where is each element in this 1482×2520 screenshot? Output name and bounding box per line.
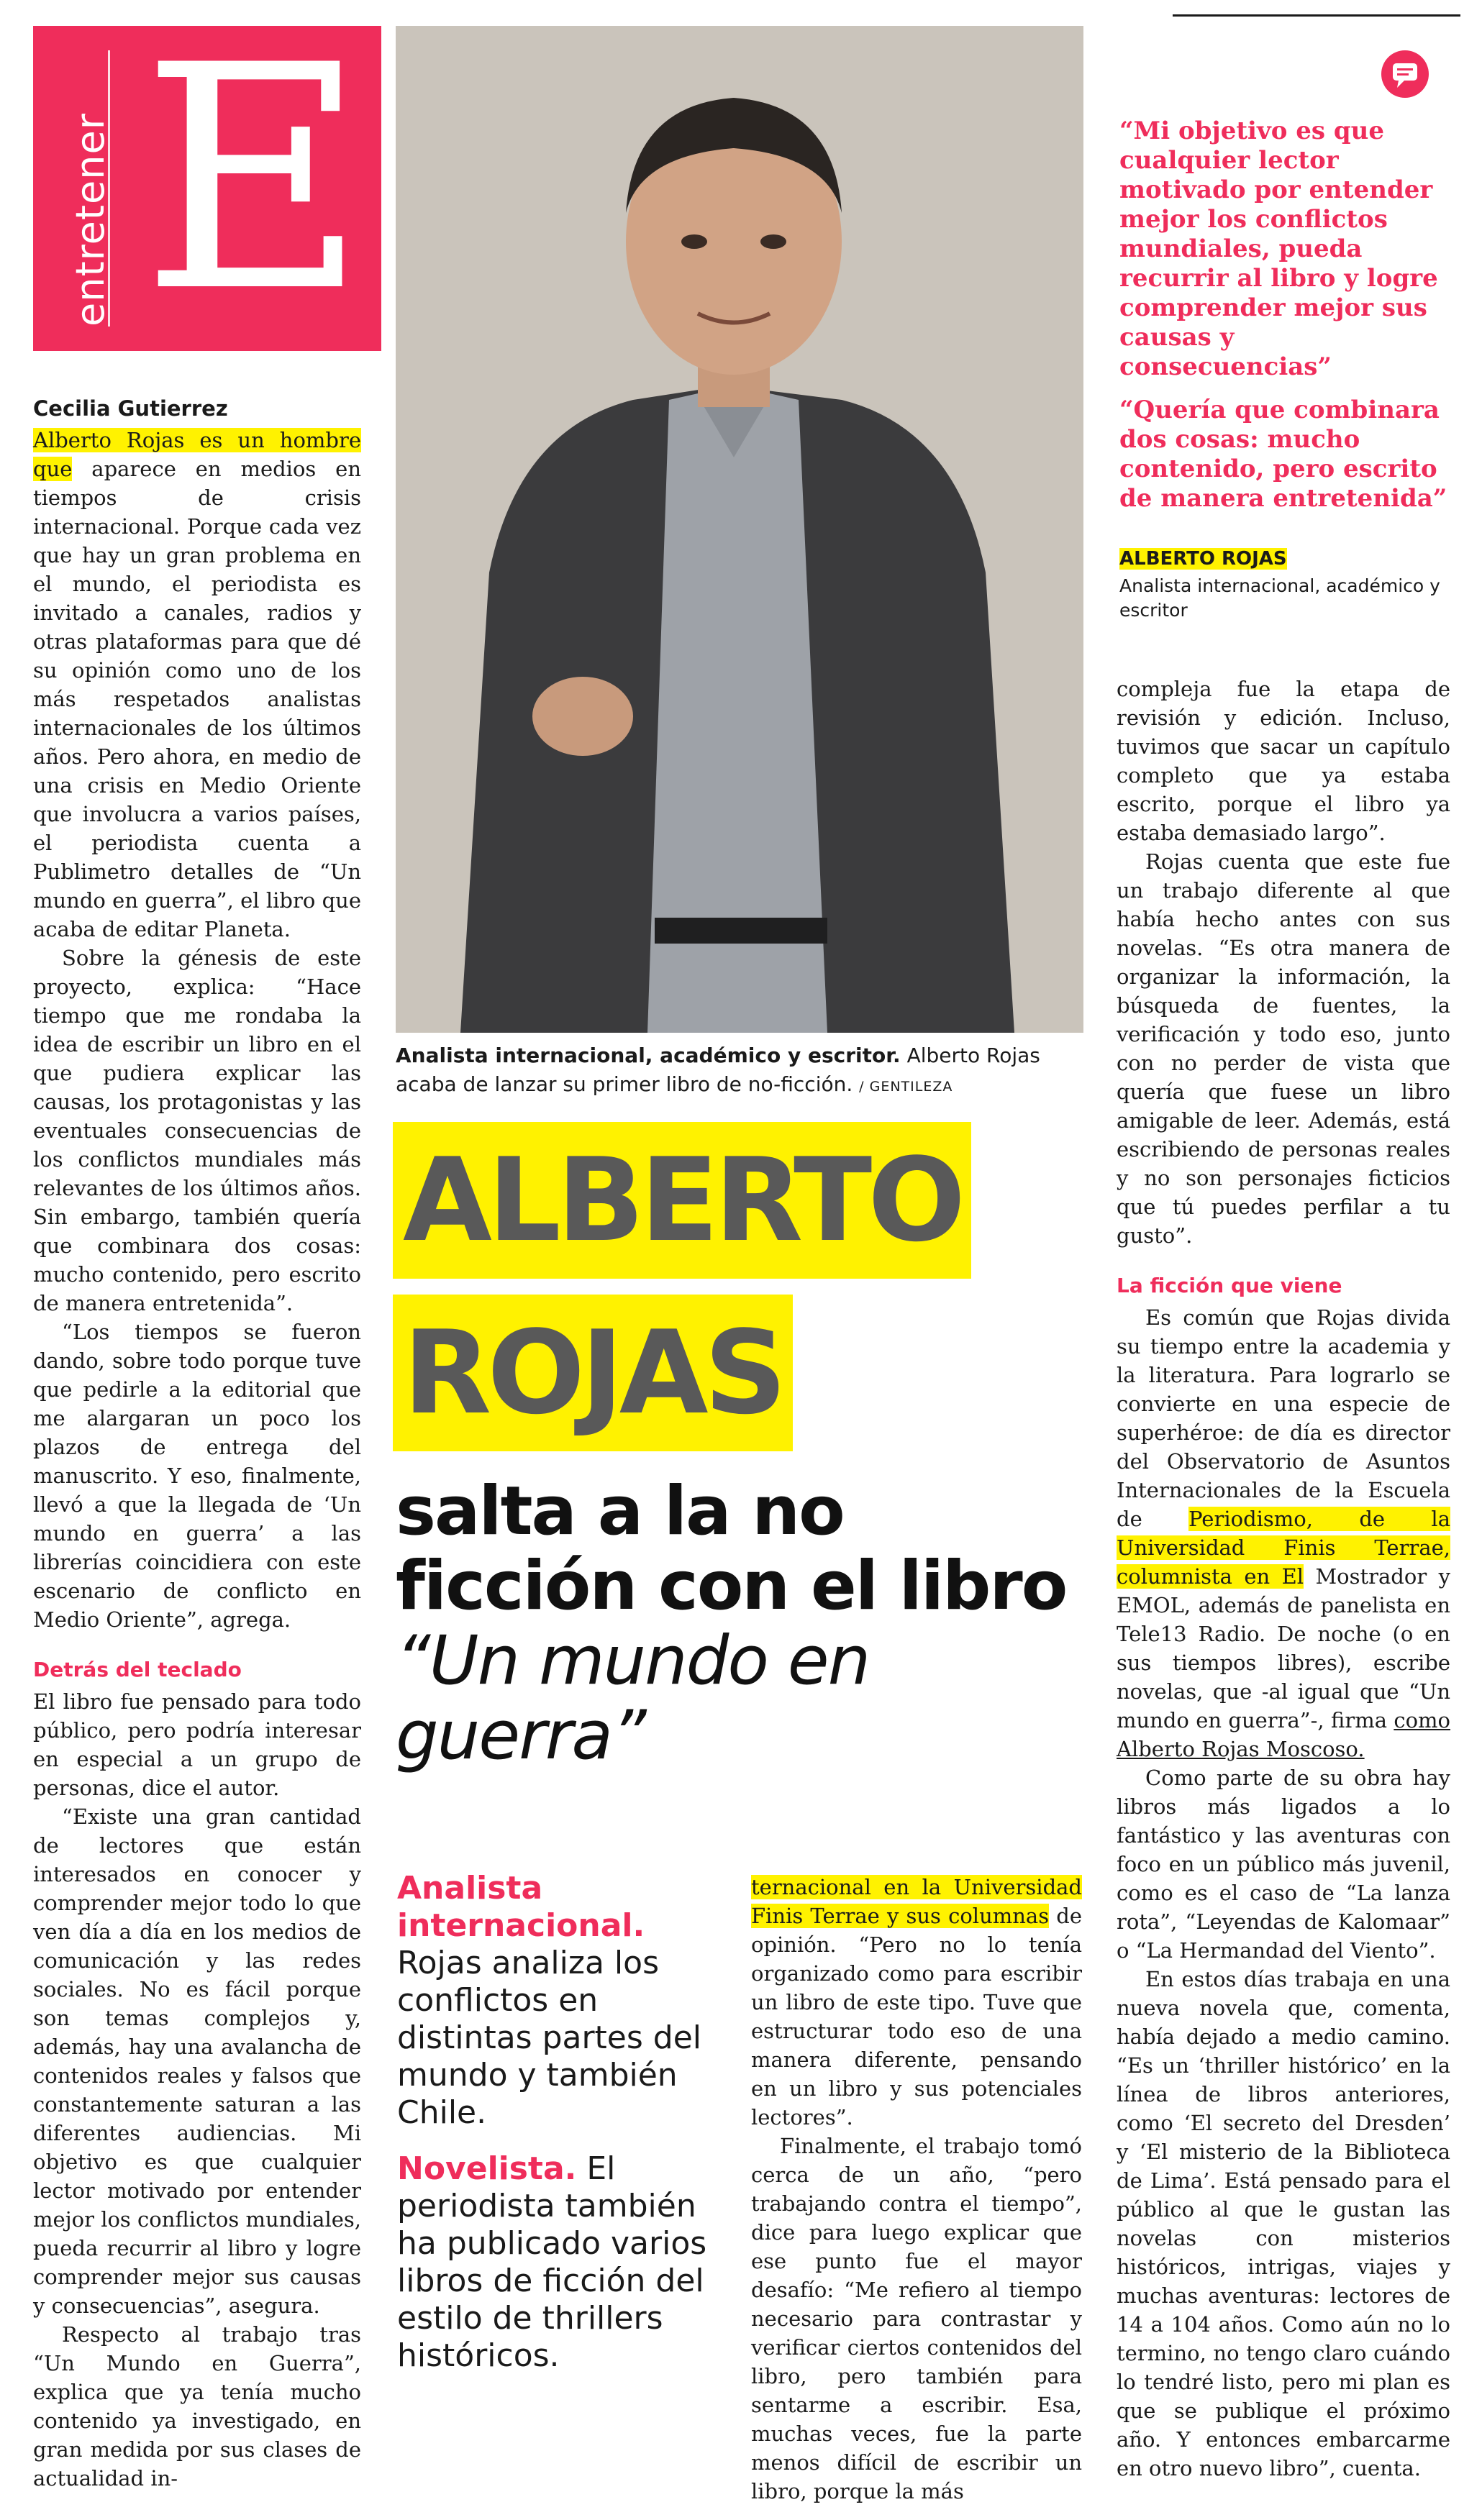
paragraph: Rojas cuenta que este fue un trabajo diferente al que había hecho antes con sus novelas. “Es otra manera de organizar la información, la búsqueda de fuentes, la verificación y todo eso, junto con no perder de vista que quería que fuese un libro amigable de leer. Además, está escribiendo de personas reales y no son personajes ficticios que tú puedes perfilar a tu gusto”. [1117,849,1450,1248]
highlight-lead: Novelista. [397,2150,577,2187]
pullquote-corner [1173,14,1460,38]
pull-quote-1: “Mi objetivo es que cualquier lector motivado por entender mejor los conflictos mundiales, pueda recurrir al libro y logre comprender mejor sus causas y consecuencias” [1119,117,1438,381]
headline-subtitle [396,1474,1086,1773]
paragraph: Alberto Rojas es un hombre que aparece en medios en tiempos de crisis internacional. Porque cada vez que hay un gran problema en el mundo, el periodista es invitado a canales, radios y otras plataformas para que dé su opinión como uno de los más respetados analistas internacionales de los últimos años. Pero ahora, en medio de una crisis en Medio Oriente que involucra a varios países, el periodista cuenta a Publimetro detalles de “Un mundo en guerra”, el libro que acaba de editar Planeta. [33,428,361,941]
paragraph: En estos días trabaja en una nueva novela que, comenta, había dejado a medio camino. “Es un ‘thriller histórico’ en la línea de libros anteriores, como ‘El secreto del Dresden’ y ‘El misterio de la Biblioteca de Lima’. Está pensado para el público al que le gustan las novelas con misterios históricos, intrigas, viajes y muchas aventuras: lectores de 14 a 104 años. Como aún no lo termino, no tengo claro cuándo lo tendré listo, pero mi plan es que se publique el próximo año. Y entonces embarcarme en otro nuevo libro”, cuenta. [1117,1967,1450,2480]
headline-line-2: ROJAS [393,1295,793,1451]
section-letter: E [141,0,367,360]
section-word: entretener [68,113,113,327]
highlighted-text: Alberto Rojas es un hombre que [33,428,361,481]
highlighted-text: ternacional en la Universidad Finis Terrae y sus columnas [751,1875,1082,1928]
paragraph: Es común que Rojas divida su tiempo entre la academia y la literatura. Para lograrlo se convierte en una especie de superhéroe: de día es director del Observatorio de Asuntos Internacionales de la Escuela de Periodismo, de la Universidad Finis Terrae, columnista en El Mostrador y EMOL, además de panelista en Tele13 Radio. De noche (o en sus tiempos libres), escribe novelas, que -al igual que “Un mundo en guerra”-, firma como Alberto Rojas Moscoso. [1117,1305,1450,1761]
paragraph: ternacional en la Universidad Finis Terrae y sus columnas de opinión. “Pero no lo tenía organizado como para escribir un libro de este tipo. Tuve que estructurar todo eso de una manera diferente, pensando en un libro y sus potenciales lectores”. [751,1875,1082,2129]
quote-author-role: Analista internacional, académico y escritor [1119,575,1440,621]
caption-text: Alberto Rojas acaba de lanzar su primer libro de no-ficción. [396,1044,1040,1096]
paragraph: Sobre la génesis de este proyecto, explica: “Hace tiempo que me rondaba la idea de escribir un libro en el que pudiera explicar las causas, los protagonistas y las eventuales consecuencias de los conflictos mundiales más relevantes de los últimos años. Sin embargo, también quería que combinara dos cosas: mucho contenido, pero escrito de manera entretenida”. [33,946,361,1315]
portrait-illustration [396,26,1083,1033]
article-column-2 [751,1873,1082,2506]
underlined-text: como Alberto Rojas Moscoso. [1117,1708,1450,1761]
highlighted-text: Periodismo, de la Universidad Finis Terrae, columnista en El [1117,1507,1450,1589]
section-badge [33,0,381,360]
paragraph: Como parte de su obra hay libros más ligados a lo fantástico y las aventuras con foco en un público más juvenil, como es el caso de “La lanza rota”, “Leyendas de Kalomaar” o “La Hermandad del Viento”. [1117,1766,1450,1963]
paragraph: “Existe una gran cantidad de lectores que están interesados en conocer y comprender mejor todo lo que ven día a día en los medios de comunicación y las redes sociales. No es fácil porque son temas complejos y, además, hay una avalancha de contenidos reales y falsos que constantemente saturan a las diferentes audiencias. Mi objetivo es que cualquier lector motivado por entender mejor los conflictos mundiales, pueda recurrir al libro y logre comprender mejor sus causas y consecuencias”, asegura. [33,1804,361,2318]
subheading: Detrás del teclado [33,1658,242,1681]
paragraph: compleja fue la etapa de revisión y edición. Incluso, tuvimos que sacar un capítulo completo que ya estaba escrito, porque el libro ya estaba demasiado largo”. [1117,677,1450,845]
highlight-analyst [397,1870,728,2132]
headline-subtitle-book: “Un mundo en guerra” [396,1622,870,1775]
subheading: La ficción que viene [1117,1274,1342,1297]
highlight-text: El periodista también ha publicado varios libros de ficción del estilo de thrillers históricos. [397,2150,707,2374]
paragraph: “Los tiempos se fueron dando, sobre todo porque tuve que pedirle a la editorial que me alargaran un poco los plazos de entrega del manuscrito. Y eso, finalmente, llevó a que la llegada de ‘Un mundo en guerra’ a las librerías coincidiera con este escenario de conflicto en Medio Oriente”, agrega. [33,1320,361,1632]
headline-subtitle-plain: salta a la no ficción con el libro [396,1472,1067,1625]
article-column-1 [33,394,361,2493]
highlight-novelist [397,2150,728,2375]
caption-lead: Analista internacional, académico y escritor. [396,1044,901,1067]
quote-author: ALBERTO ROJAS [1119,548,1287,570]
pull-quote-2: “Quería que combinara dos cosas: mucho contenido, pero escrito de manera entretenida” [1119,396,1447,513]
author-photo [396,26,1083,1033]
article-column-3 [1117,675,1450,2483]
highlight-lead: Analista internacional. [397,1870,645,1944]
photo-caption [396,1041,1083,1101]
byline: Cecilia Gutierrez [33,396,228,421]
paragraph: Respecto al trabajo tras “Un Mundo en Guerra”, explica que ya tenía mucho contenido ya investigado, en gran medida por sus clases de actualidad in- [33,2322,361,2491]
quote-icon [1381,50,1429,98]
photo-credit: / GENTILEZA [859,1079,953,1095]
paragraph: Finalmente, el trabajo tomó cerca de un año, “pero trabajando contra el tiempo”, dice para luego explicar que ese punto fue el mayor desafío: “Me refiero al tiempo necesario para contrastar y verificar ciertos contenidos del libro, pero también para sentarme a escribir. Esa, muchas veces, fue la parte menos difícil de escribir un libro, porque la más [751,2134,1082,2503]
paragraph: El libro fue pensado para todo público, pero podría interesar en especial a un grupo de personas, dice el autor. [33,1689,361,1800]
headline-line-1: ALBERTO [393,1122,971,1279]
highlight-text: Rojas analiza los conflictos en distintas partes del mundo y también Chile. [397,1945,702,2131]
